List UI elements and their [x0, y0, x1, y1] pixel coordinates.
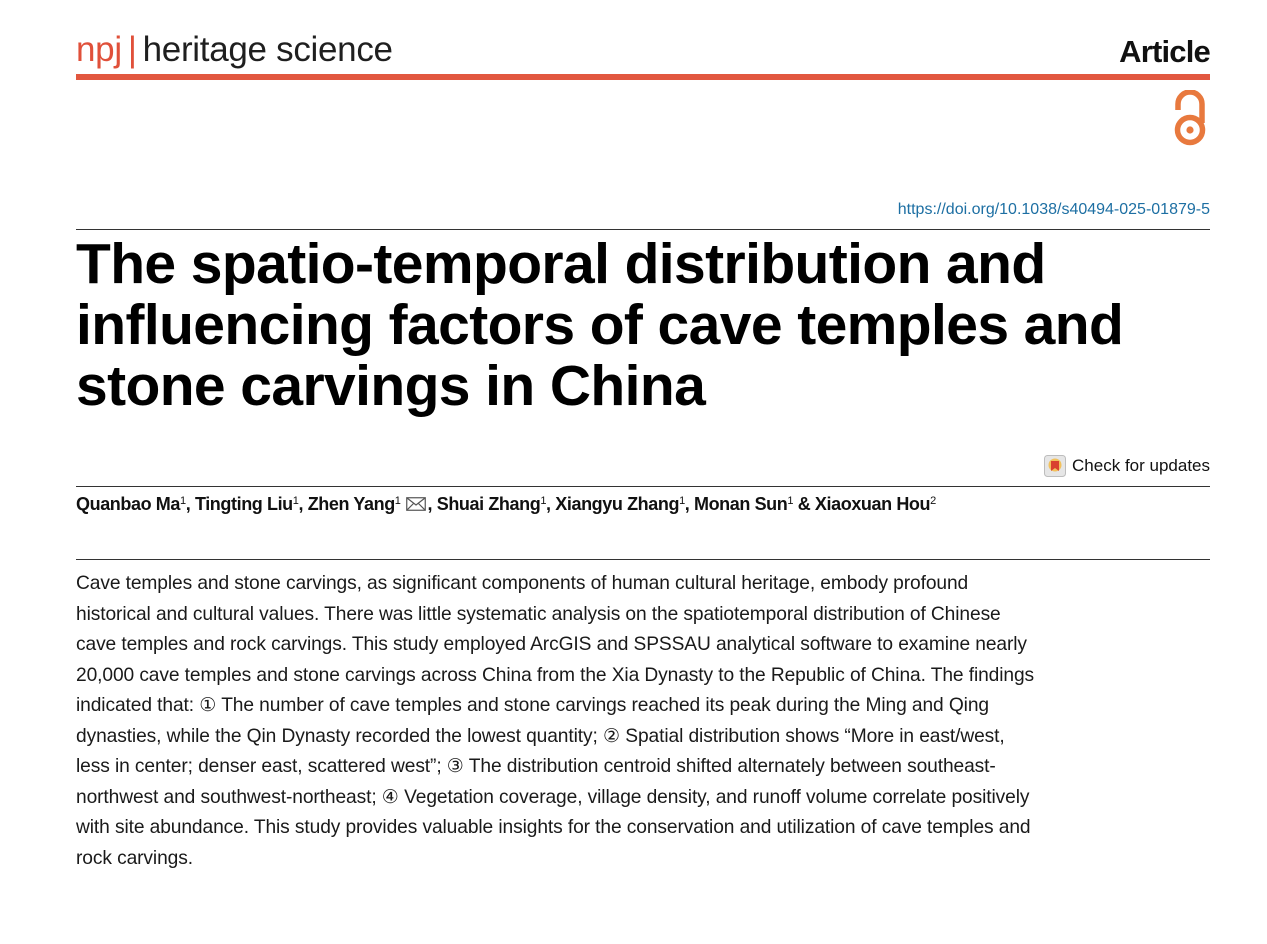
author-name[interactable]: Monan Sun	[693, 494, 788, 514]
author-name[interactable]: Xiangyu Zhang	[555, 494, 680, 514]
author-affiliation: 1	[180, 495, 186, 507]
journal-header	[76, 28, 1210, 78]
author-name[interactable]: Xiaoxuan Hou	[814, 494, 931, 514]
author-affiliation: 1	[292, 495, 299, 507]
journal-name: heritage science	[142, 30, 393, 69]
doi-divider	[76, 229, 1210, 230]
author-separator: &	[793, 494, 815, 514]
author-separator: ,	[298, 494, 308, 514]
author-name[interactable]: Shuai Zhang	[436, 494, 541, 514]
article-type-label: Article	[1119, 34, 1210, 69]
journal-prefix: npj	[76, 30, 122, 69]
article-title: The spatio-temporal distribution and influencing factors of cave temples and stone carvings in China	[76, 232, 1124, 418]
author-name[interactable]: Tingting Liu	[194, 494, 293, 514]
author-name[interactable]: Zhen Yang	[307, 494, 395, 514]
check-for-updates-label: Check for updates	[1072, 456, 1210, 475]
author-affiliation: 1	[540, 495, 547, 507]
header-divider	[76, 74, 1210, 80]
abstract-text: Cave temples and stone carvings, as significant components of human cultural heritage, embody profound historical and cultural values. There was little systematic analysis on the spatiotemporal distribution of Chinese cave temples and rock carvings. This study employed ArcGIS and SPSSAU analytical software to examine nearly 20,000 cave temples and stone carvings across China from the Xia Dynasty to the Republic of China. The findings indicated that: ① The number of cave temples and stone carvings reached its peak during the Ming and Qing dynasties, while the Qin Dynasty recorded the lowest quantity; ② Spatial distribution shows “More in east/west, less in center; denser east, scattered west”; ③ The distribution centroid shifted alternately between southeast-northwest and southwest-northeast; ④ Vegetation coverage, village density, and runoff volume correlate positively with site abundance. This study provides valuable insights for the conservation and utilization of cave temples and rock carvings.	[76, 573, 1035, 869]
author-separator: ,	[546, 494, 556, 514]
check-for-updates-icon	[1044, 455, 1066, 477]
open-access-icon	[1170, 90, 1210, 146]
author-affiliation: 1	[394, 495, 401, 507]
author-separator: ,	[185, 494, 195, 514]
author-affiliation: 1	[679, 495, 685, 507]
authors-bottom-divider	[76, 559, 1210, 560]
check-for-updates-button[interactable]	[1044, 454, 1210, 478]
authors-top-divider	[76, 486, 1210, 487]
journal-logo[interactable]	[76, 30, 393, 70]
doi-link[interactable]: https://doi.org/10.1038/s40494-025-01879-5	[897, 201, 1210, 218]
author-name[interactable]: Quanbao Ma	[76, 494, 181, 514]
author-affiliation: 1	[787, 495, 794, 507]
author-list	[76, 492, 936, 516]
author-separator: ,	[684, 494, 694, 514]
email-icon[interactable]	[406, 497, 426, 511]
author-separator: ,	[427, 494, 437, 514]
journal-separator: |	[127, 30, 137, 69]
author-affiliation: 2	[930, 495, 936, 507]
